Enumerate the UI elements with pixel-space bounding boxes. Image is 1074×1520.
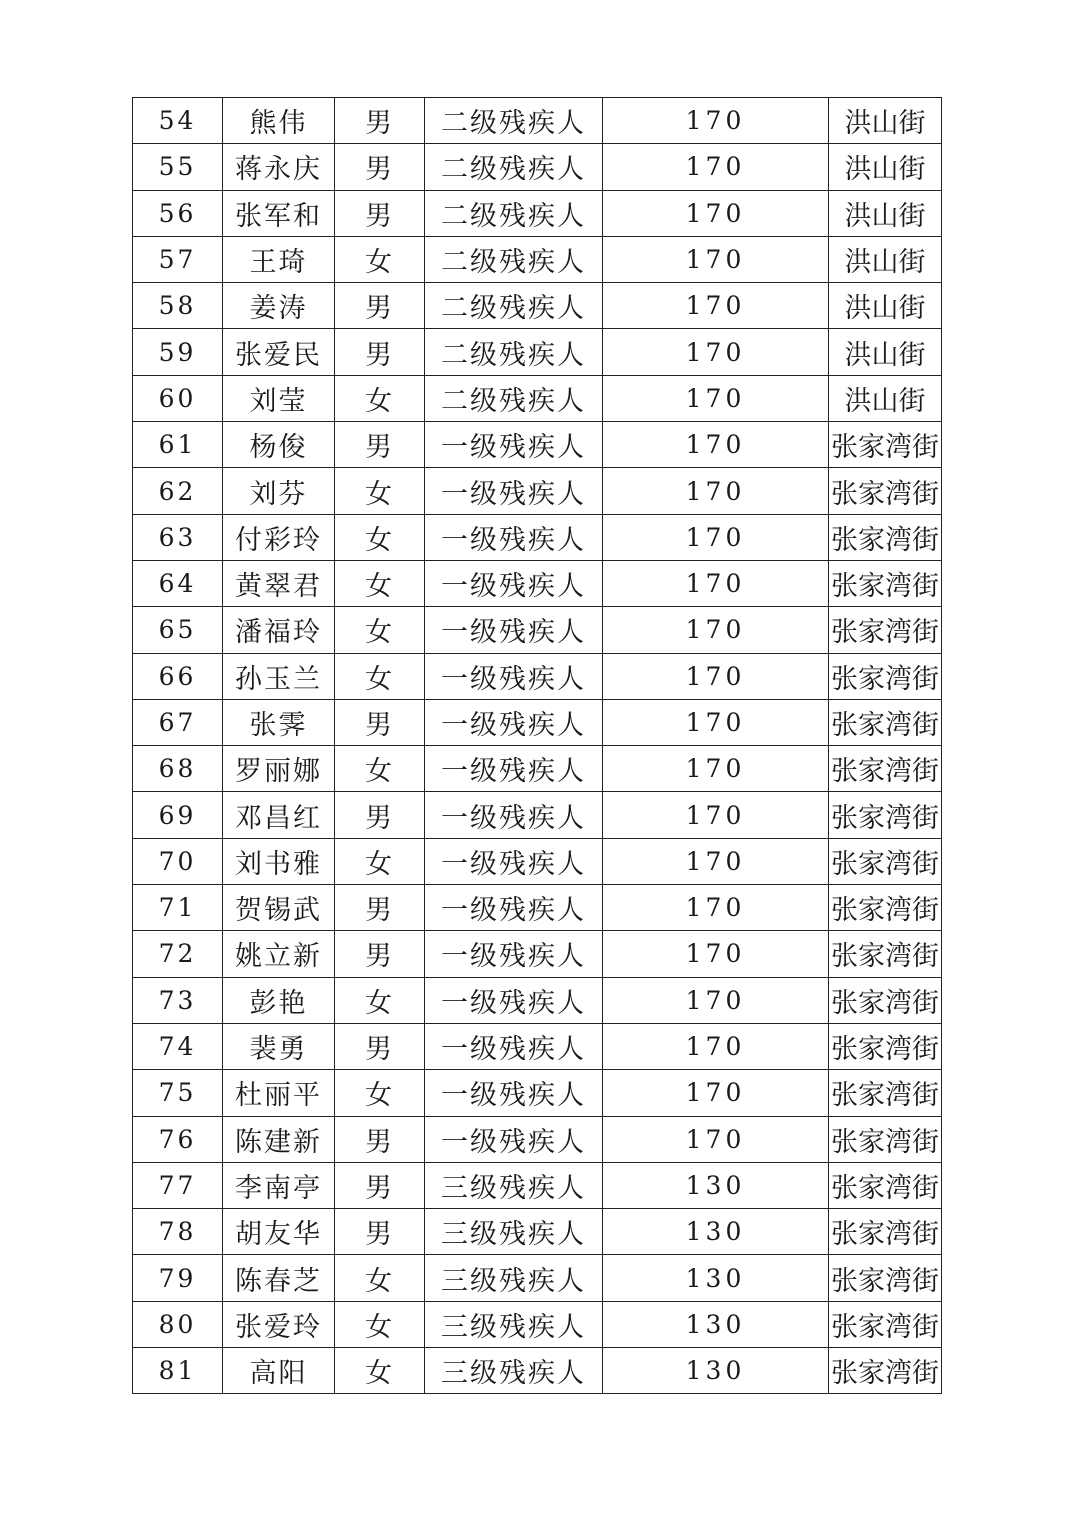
subsidy-amount-cell: 170 [603, 931, 829, 977]
person-name-cell: 熊伟 [223, 98, 335, 144]
gender-cell: 男 [335, 422, 425, 468]
table-row [133, 1209, 942, 1255]
street-cell: 张家湾街 [829, 468, 942, 514]
disability-level-cell: 一级残疾人 [425, 607, 603, 653]
subsidy-amount-cell: 170 [603, 699, 829, 745]
subsidy-amount-cell: 170 [603, 144, 829, 190]
subsidy-amount-cell: 170 [603, 1023, 829, 1069]
table-row [133, 144, 942, 190]
disability-level-cell: 一级残疾人 [425, 468, 603, 514]
gender-cell: 女 [335, 468, 425, 514]
row-number-cell: 58 [133, 283, 223, 329]
row-number-cell: 77 [133, 1162, 223, 1208]
gender-cell: 女 [335, 838, 425, 884]
table-row [133, 746, 942, 792]
table-row [133, 1255, 942, 1301]
gender-cell: 男 [335, 1209, 425, 1255]
row-number-cell: 71 [133, 885, 223, 931]
table-row [133, 190, 942, 236]
gender-cell: 女 [335, 653, 425, 699]
gender-cell: 男 [335, 144, 425, 190]
disability-level-cell: 一级残疾人 [425, 838, 603, 884]
street-cell: 张家湾街 [829, 977, 942, 1023]
disability-level-cell: 二级残疾人 [425, 98, 603, 144]
disability-level-cell: 一级残疾人 [425, 885, 603, 931]
person-name-cell: 罗丽娜 [223, 746, 335, 792]
row-number-cell: 81 [133, 1348, 223, 1394]
subsidy-amount-cell: 170 [603, 236, 829, 282]
row-number-cell: 64 [133, 560, 223, 606]
row-number-cell: 79 [133, 1255, 223, 1301]
table-row [133, 422, 942, 468]
person-name-cell: 张爱玲 [223, 1301, 335, 1347]
street-cell: 洪山街 [829, 144, 942, 190]
gender-cell: 男 [335, 283, 425, 329]
gender-cell: 女 [335, 375, 425, 421]
row-number-cell: 70 [133, 838, 223, 884]
subsidy-amount-cell: 130 [603, 1255, 829, 1301]
gender-cell: 男 [335, 1023, 425, 1069]
subsidy-amount-cell: 170 [603, 514, 829, 560]
disability-level-cell: 三级残疾人 [425, 1209, 603, 1255]
subsidy-amount-cell: 130 [603, 1301, 829, 1347]
disability-level-cell: 一级残疾人 [425, 931, 603, 977]
table-row [133, 1023, 942, 1069]
gender-cell: 女 [335, 1255, 425, 1301]
subsidy-amount-cell: 170 [603, 653, 829, 699]
person-name-cell: 蒋永庆 [223, 144, 335, 190]
subsidy-amount-cell: 130 [603, 1162, 829, 1208]
row-number-cell: 69 [133, 792, 223, 838]
gender-cell: 男 [335, 329, 425, 375]
person-name-cell: 张霁 [223, 699, 335, 745]
gender-cell: 男 [335, 1162, 425, 1208]
table-row [133, 838, 942, 884]
disability-level-cell: 一级残疾人 [425, 699, 603, 745]
person-name-cell: 李南亭 [223, 1162, 335, 1208]
subsidy-amount-cell: 170 [603, 560, 829, 606]
subsidy-amount-cell: 130 [603, 1209, 829, 1255]
table-row [133, 375, 942, 421]
person-name-cell: 刘书雅 [223, 838, 335, 884]
disability-level-cell: 二级残疾人 [425, 283, 603, 329]
table-row [133, 931, 942, 977]
person-name-cell: 贺锡武 [223, 885, 335, 931]
person-name-cell: 杨俊 [223, 422, 335, 468]
person-name-cell: 裴勇 [223, 1023, 335, 1069]
table-row [133, 560, 942, 606]
disability-level-cell: 三级残疾人 [425, 1162, 603, 1208]
subsidy-amount-cell: 170 [603, 98, 829, 144]
subsidy-amount-cell: 170 [603, 792, 829, 838]
table-row [133, 1348, 942, 1394]
subsidy-amount-cell: 130 [603, 1348, 829, 1394]
person-name-cell: 邓昌红 [223, 792, 335, 838]
table-row [133, 977, 942, 1023]
row-number-cell: 62 [133, 468, 223, 514]
row-number-cell: 74 [133, 1023, 223, 1069]
roster-body [133, 98, 942, 1394]
street-cell: 张家湾街 [829, 699, 942, 745]
gender-cell: 女 [335, 977, 425, 1023]
street-cell: 张家湾街 [829, 1348, 942, 1394]
row-number-cell: 73 [133, 977, 223, 1023]
subsidy-amount-cell: 170 [603, 746, 829, 792]
table-row [133, 699, 942, 745]
disability-level-cell: 二级残疾人 [425, 144, 603, 190]
street-cell: 洪山街 [829, 375, 942, 421]
row-number-cell: 76 [133, 1116, 223, 1162]
subsidy-amount-cell: 170 [603, 422, 829, 468]
person-name-cell: 胡友华 [223, 1209, 335, 1255]
row-number-cell: 68 [133, 746, 223, 792]
subsidy-amount-cell: 170 [603, 468, 829, 514]
roster-table [132, 97, 942, 1394]
street-cell: 张家湾街 [829, 1070, 942, 1116]
row-number-cell: 72 [133, 931, 223, 977]
street-cell: 洪山街 [829, 190, 942, 236]
person-name-cell: 王琦 [223, 236, 335, 282]
disability-level-cell: 一级残疾人 [425, 1070, 603, 1116]
person-name-cell: 黄翠君 [223, 560, 335, 606]
street-cell: 张家湾街 [829, 653, 942, 699]
person-name-cell: 姜涛 [223, 283, 335, 329]
street-cell: 张家湾街 [829, 607, 942, 653]
person-name-cell: 张军和 [223, 190, 335, 236]
table-row [133, 329, 942, 375]
street-cell: 洪山街 [829, 98, 942, 144]
person-name-cell: 潘福玲 [223, 607, 335, 653]
gender-cell: 女 [335, 746, 425, 792]
disability-level-cell: 一级残疾人 [425, 977, 603, 1023]
row-number-cell: 56 [133, 190, 223, 236]
row-number-cell: 78 [133, 1209, 223, 1255]
person-name-cell: 刘芬 [223, 468, 335, 514]
subsidy-amount-cell: 170 [603, 1116, 829, 1162]
gender-cell: 男 [335, 1116, 425, 1162]
person-name-cell: 彭艳 [223, 977, 335, 1023]
table-row [133, 283, 942, 329]
person-name-cell: 付彩玲 [223, 514, 335, 560]
row-number-cell: 75 [133, 1070, 223, 1116]
gender-cell: 女 [335, 1301, 425, 1347]
disability-level-cell: 一级残疾人 [425, 1116, 603, 1162]
person-name-cell: 刘莹 [223, 375, 335, 421]
table-row [133, 653, 942, 699]
disability-level-cell: 一级残疾人 [425, 1023, 603, 1069]
person-name-cell: 高阳 [223, 1348, 335, 1394]
table-row [133, 1301, 942, 1347]
gender-cell: 女 [335, 1070, 425, 1116]
row-number-cell: 61 [133, 422, 223, 468]
table-row [133, 514, 942, 560]
row-number-cell: 63 [133, 514, 223, 560]
disability-level-cell: 一级残疾人 [425, 560, 603, 606]
disability-level-cell: 一级残疾人 [425, 422, 603, 468]
disability-level-cell: 一级残疾人 [425, 746, 603, 792]
row-number-cell: 60 [133, 375, 223, 421]
subsidy-amount-cell: 170 [603, 283, 829, 329]
row-number-cell: 65 [133, 607, 223, 653]
gender-cell: 男 [335, 931, 425, 977]
disability-level-cell: 二级残疾人 [425, 190, 603, 236]
disability-level-cell: 二级残疾人 [425, 236, 603, 282]
row-number-cell: 55 [133, 144, 223, 190]
street-cell: 张家湾街 [829, 1255, 942, 1301]
gender-cell: 男 [335, 190, 425, 236]
gender-cell: 男 [335, 792, 425, 838]
person-name-cell: 陈建新 [223, 1116, 335, 1162]
street-cell: 张家湾街 [829, 422, 942, 468]
subsidy-amount-cell: 170 [603, 329, 829, 375]
street-cell: 张家湾街 [829, 1209, 942, 1255]
subsidy-amount-cell: 170 [603, 838, 829, 884]
row-number-cell: 67 [133, 699, 223, 745]
disability-level-cell: 二级残疾人 [425, 329, 603, 375]
person-name-cell: 姚立新 [223, 931, 335, 977]
table-row [133, 792, 942, 838]
person-name-cell: 张爱民 [223, 329, 335, 375]
gender-cell: 女 [335, 607, 425, 653]
row-number-cell: 59 [133, 329, 223, 375]
street-cell: 张家湾街 [829, 885, 942, 931]
gender-cell: 女 [335, 1348, 425, 1394]
row-number-cell: 54 [133, 98, 223, 144]
gender-cell: 男 [335, 699, 425, 745]
disability-level-cell: 三级残疾人 [425, 1301, 603, 1347]
street-cell: 张家湾街 [829, 1116, 942, 1162]
subsidy-amount-cell: 170 [603, 375, 829, 421]
street-cell: 张家湾街 [829, 931, 942, 977]
table-row [133, 236, 942, 282]
gender-cell: 男 [335, 98, 425, 144]
row-number-cell: 57 [133, 236, 223, 282]
gender-cell: 男 [335, 885, 425, 931]
table-row [133, 885, 942, 931]
street-cell: 张家湾街 [829, 792, 942, 838]
street-cell: 洪山街 [829, 236, 942, 282]
street-cell: 张家湾街 [829, 514, 942, 560]
disability-level-cell: 三级残疾人 [425, 1348, 603, 1394]
street-cell: 张家湾街 [829, 838, 942, 884]
subsidy-amount-cell: 170 [603, 190, 829, 236]
table-row [133, 1070, 942, 1116]
street-cell: 张家湾街 [829, 1301, 942, 1347]
table-row [133, 1116, 942, 1162]
table-row [133, 607, 942, 653]
disability-level-cell: 一级残疾人 [425, 514, 603, 560]
street-cell: 洪山街 [829, 329, 942, 375]
street-cell: 张家湾街 [829, 560, 942, 606]
table-row [133, 98, 942, 144]
gender-cell: 女 [335, 560, 425, 606]
subsidy-amount-cell: 170 [603, 885, 829, 931]
subsidy-amount-cell: 170 [603, 977, 829, 1023]
table-row [133, 1162, 942, 1208]
disability-level-cell: 一级残疾人 [425, 653, 603, 699]
person-name-cell: 陈春芝 [223, 1255, 335, 1301]
street-cell: 张家湾街 [829, 1162, 942, 1208]
street-cell: 张家湾街 [829, 1023, 942, 1069]
subsidy-amount-cell: 170 [603, 607, 829, 653]
disability-level-cell: 二级残疾人 [425, 375, 603, 421]
person-name-cell: 孙玉兰 [223, 653, 335, 699]
street-cell: 洪山街 [829, 283, 942, 329]
subsidy-amount-cell: 170 [603, 1070, 829, 1116]
disability-level-cell: 三级残疾人 [425, 1255, 603, 1301]
row-number-cell: 66 [133, 653, 223, 699]
gender-cell: 女 [335, 236, 425, 282]
disability-level-cell: 一级残疾人 [425, 792, 603, 838]
table-row [133, 468, 942, 514]
street-cell: 张家湾街 [829, 746, 942, 792]
person-name-cell: 杜丽平 [223, 1070, 335, 1116]
gender-cell: 女 [335, 514, 425, 560]
row-number-cell: 80 [133, 1301, 223, 1347]
